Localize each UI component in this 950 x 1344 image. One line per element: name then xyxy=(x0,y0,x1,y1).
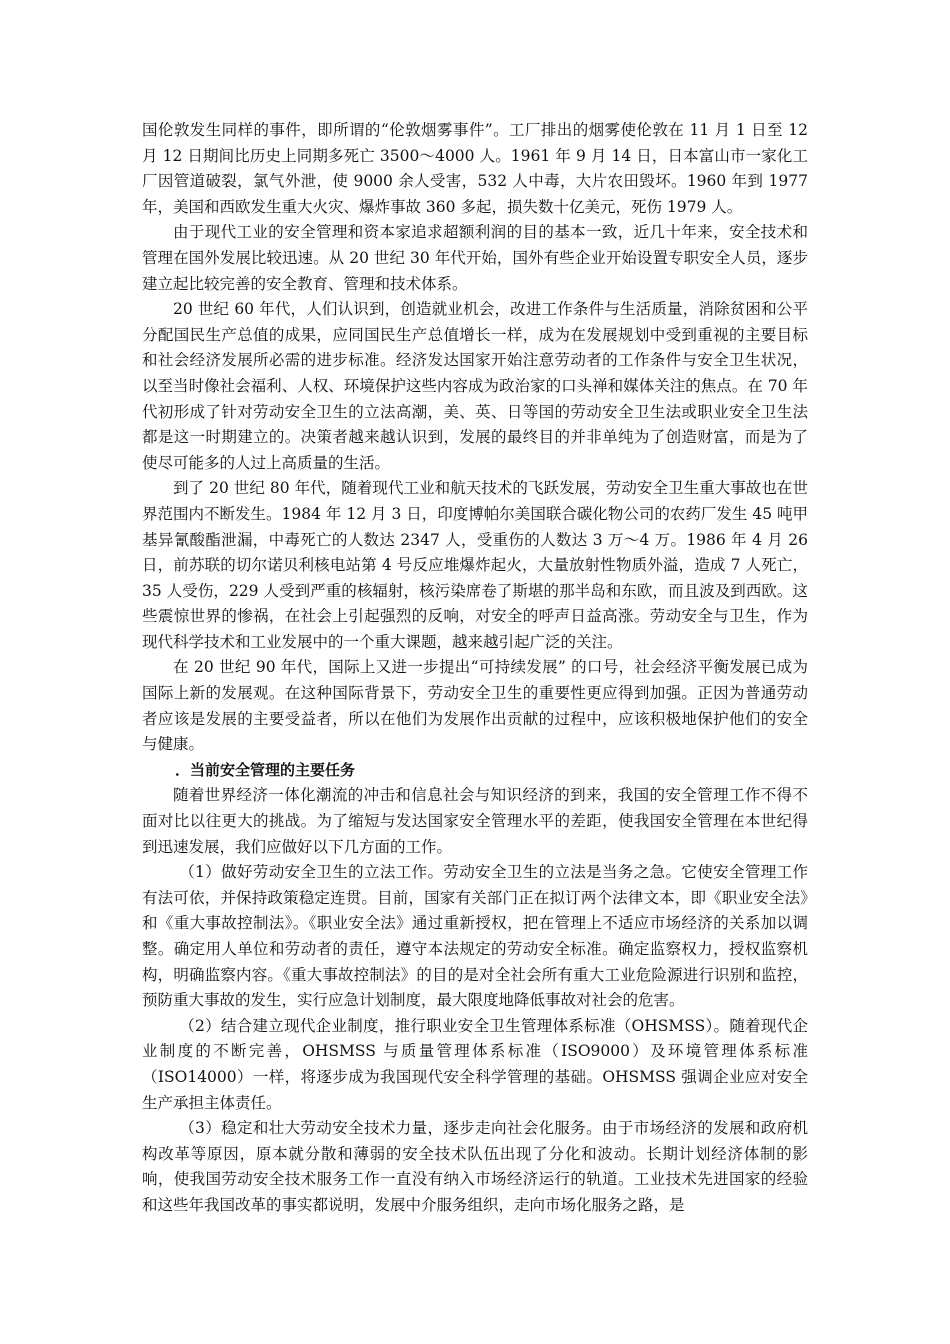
paragraph-intro: 随着世界经济一体化潮流的冲击和信息社会与知识经济的到来，我国的安全管理工作不得不面对比以往更大的挑战。为了缩短与发达国家安全管理水平的差距，使我国安全管理在本世纪得到迅速发展，我们应做好以下几方面的工作。 xyxy=(142,786,808,856)
paragraph-1980s: 到了 20 世纪 80 年代，随着现代工业和航天技术的飞跃发展，劳动安全卫生重大事故也在世界范围内不断发生。1984 年 12 月 3 日，印度博帕尔美国联合碳化物公司的农药厂发生 45 吨甲基异氰酸酯泄漏，中毒死亡的人数达 2347 人，受重伤的人数达 3 万～4 万。1986 年 4 月 26 日，前苏联的切尔诺贝利核电站第 4 号反应堆爆炸起火，大量放射性物质外溢，造成 7 人死亡，35 人受伤，229 人受到严重的核辐射，核污染席卷了斯堪的那半岛和东欧，而且波及到西欧。这些震惊世界的惨祸，在社会上引起强烈的反响，对安全的呼声日益高涨。劳动安全与卫生，作为现代科学技术和工业发展中的一个重大课题，越来越引起广泛的关注。 xyxy=(142,479,808,651)
section-heading: ．当前安全管理的主要任务 xyxy=(175,760,356,779)
list-item-legislation: （1）做好劳动安全卫生的立法工作。劳动安全卫生的立法是当务之急。它使安全管理工作有法可依，并保持政策稳定连贯。目前，国家有关部门正在拟订两个法律文本，即《职业安全法》和《重大事故控制法》。《职业安全法》通过重新授权，把在管理上不适应市场经济的关系加以调整。确定用人单位和劳动者的责任，遵守本法规定的劳动安全标准。确定监察权力，授权监察机构，明确监察内容。《重大事故控制法》的目的是对全社会所有重大工业危险源进行识别和监控，预防重大事故的发生，实行应急计划制度，最大限度地降低事故对社会的危害。 xyxy=(142,863,808,1010)
paragraph-1960s: 20 世纪 60 年代，人们认识到，创造就业机会，改进工作条件与生活质量，消除贫困和公平分配国民生产总值的成果，应同国民生产总值增长一样，成为在发展规划中受到重视的主要目标和社会经济发展所必需的进步标准。经济发达国家开始注意劳动者的工作条件与安全卫生状况，以至当时像社会福利、人权、环境保护这些内容成为政治家的口头禅和媒体关注的焦点。在 70 年代初形成了针对劳动安全卫生的立法高潮，美、英、日等国的劳动安全卫生法或职业安全卫生法都是这一时期建立的。决策者越来越认识到，发展的最终目的并非单纯为了创造财富，而是为了使尽可能多的人过上高质量的生活。 xyxy=(142,300,808,472)
paragraph-modern-industry: 由于现代工业的安全管理和资本家追求超额利润的目的基本一致，近几十年来，安全技术和管理在国外发展比较迅速。从 20 世纪 30 年代开始，国外有些企业开始设置专职安全人员，逐步建立起比较完善的安全教育、管理和技术体系。 xyxy=(142,223,808,293)
paragraph-london-smog: 国伦敦发生同样的事件，即所谓的“伦敦烟雾事件”。工厂排出的烟雾使伦敦在 11 月 1 日至 12 月 12 日期间比历史上同期多死亡 3500～4000 人。1961 年 9 月 14 日，日本富山市一家化工厂因管道破裂，氯气外泄，使 9000 余人受害，532 人中毒，大片农田毁坏。1960 年到 1977 年，美国和西欧发生重大火灾、爆炸事故 360 多起，损失数十亿美元，死伤 1979 人。 xyxy=(142,121,808,216)
document-page xyxy=(142,118,808,1219)
paragraph-1990s: 在 20 世纪 90 年代，国际上又进一步提出“可持续发展” 的口号，社会经济平衡发展已成为国际上新的发展观。在这种国际背景下，劳动安全卫生的重要性更应得到加强。正因为普通劳动者应该是发展的主要受益者，所以在他们为发展作出贡献的过程中，应该积极地保护他们的安全与健康。 xyxy=(142,658,808,754)
list-item-technical-force: （3）稳定和壮大劳动安全技术力量，逐步走向社会化服务。由于市场经济的发展和政府机构改革等原因，原本就分散和薄弱的安全技术队伍出现了分化和波动。长期计划经济体制的影响，使我国劳动安全技术服务工作一直没有纳入市场经济运行的轨道。工业技术先进国家的经验和这些年我国改革的事实都说明，发展中介服务组织，走向市场化服务之路，是 xyxy=(142,1119,808,1214)
list-item-ohsmss: （2）结合建立现代企业制度，推行职业安全卫生管理体系标准（OHSMSS）。随着现代企业制度的不断完善，OHSMSS 与质量管理体系标准（ISO9000）及环境管理体系标准（ISO14000）一样，将逐步成为我国现代安全科学管理的基础。OHSMSS 强调企业应对安全生产承担主体责任。 xyxy=(142,1016,808,1112)
